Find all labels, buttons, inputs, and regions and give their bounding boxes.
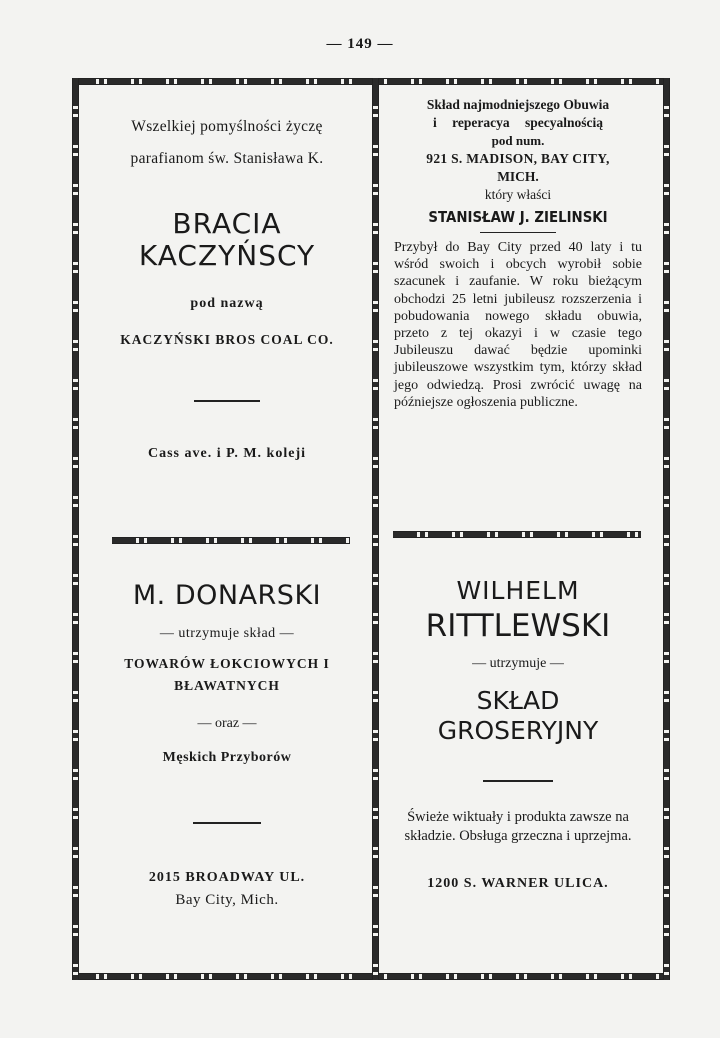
border-left [72, 78, 79, 980]
address-line-2: Bay City, Mich. [175, 892, 279, 908]
border-bottom [72, 973, 670, 980]
owner-rule [480, 232, 556, 233]
description: Świeże wiktuały i produkta zawsze na składzie. Obsługa grzeczna i uprzejma. [404, 809, 632, 844]
page-number: — 149 — [326, 36, 394, 52]
name-line-1: WILHELM [456, 576, 580, 605]
border-right [663, 78, 670, 980]
goods-line-1: TOWARÓW ŁOKCIOWYCH I [124, 656, 330, 671]
and-text: — oraz — [197, 716, 257, 731]
ad-rittlewski [392, 576, 644, 970]
line-5: MICH. [497, 169, 539, 184]
keeps: — utrzymuje — [472, 656, 564, 671]
line-3: pod num. [491, 133, 545, 148]
ad-zielinski [392, 96, 644, 526]
line-6: który właści [484, 187, 552, 202]
line-2: i reperacya specyalnością [433, 115, 603, 130]
line-1: Skład najmodniejszego Obuwia [426, 97, 610, 112]
divider-right [393, 531, 641, 538]
merchant-name: M. DONARSKI [132, 580, 322, 611]
wishes-line-2: parafianom św. Stanisława K. [130, 150, 324, 167]
under-name: pod nazwą [190, 296, 264, 311]
border-top [72, 78, 670, 85]
body-text: Przybył do Bay City przed 40 laty i tu wśród swoich i obcych wyrobił sobie szacunek i zaufanie. W roku bieżącym obchodzi 25 letni jubileusz rozszerzenia i pobudowania nowego składu obuwia, przeto z tej okazyi i w czasie tego Jubileuszu dawać będzie upominki jubileuszowe wszystkim tym, którzy skład jego odwiedzą. Prosi zwrócić uwagę na późniejsze ogłoszenia publiczne. [394, 240, 642, 410]
short-rule [194, 400, 260, 402]
name-line-2: KACZYŃSCY [138, 239, 316, 272]
address-line-1: 2015 BROADWAY UL. [148, 870, 306, 885]
goods-line-3: Męskich Przyborów [162, 750, 292, 765]
keeps-store: — utrzymuje skład — [159, 626, 295, 641]
owner-name: STANISŁAW J. ZIELINSKI [428, 208, 608, 226]
border-center [372, 78, 379, 980]
store-line-1: SKŁAD [476, 686, 560, 715]
company-name: KACZYŃSKI BROS COAL CO. [120, 332, 334, 347]
divider-left [112, 537, 350, 544]
short-rule [193, 822, 261, 824]
name-line-1: BRACIA [172, 207, 282, 240]
address: Cass ave. i P. M. koleji [147, 446, 307, 461]
store-line-2: GROSERYJNY [437, 716, 599, 745]
line-4: 921 S. MADISON, BAY CITY, [426, 151, 610, 166]
short-rule [483, 780, 553, 782]
goods-line-2: BŁAWATNYCH [174, 678, 280, 693]
ad-kaczynscy [82, 118, 372, 528]
wishes-line-1: Wszelkiej pomyślności życzę [131, 118, 323, 135]
name-line-2: RITTLEWSKI [425, 608, 611, 644]
address: 1200 S. WARNER ULICA. [427, 876, 609, 891]
ad-donarski [82, 580, 372, 970]
